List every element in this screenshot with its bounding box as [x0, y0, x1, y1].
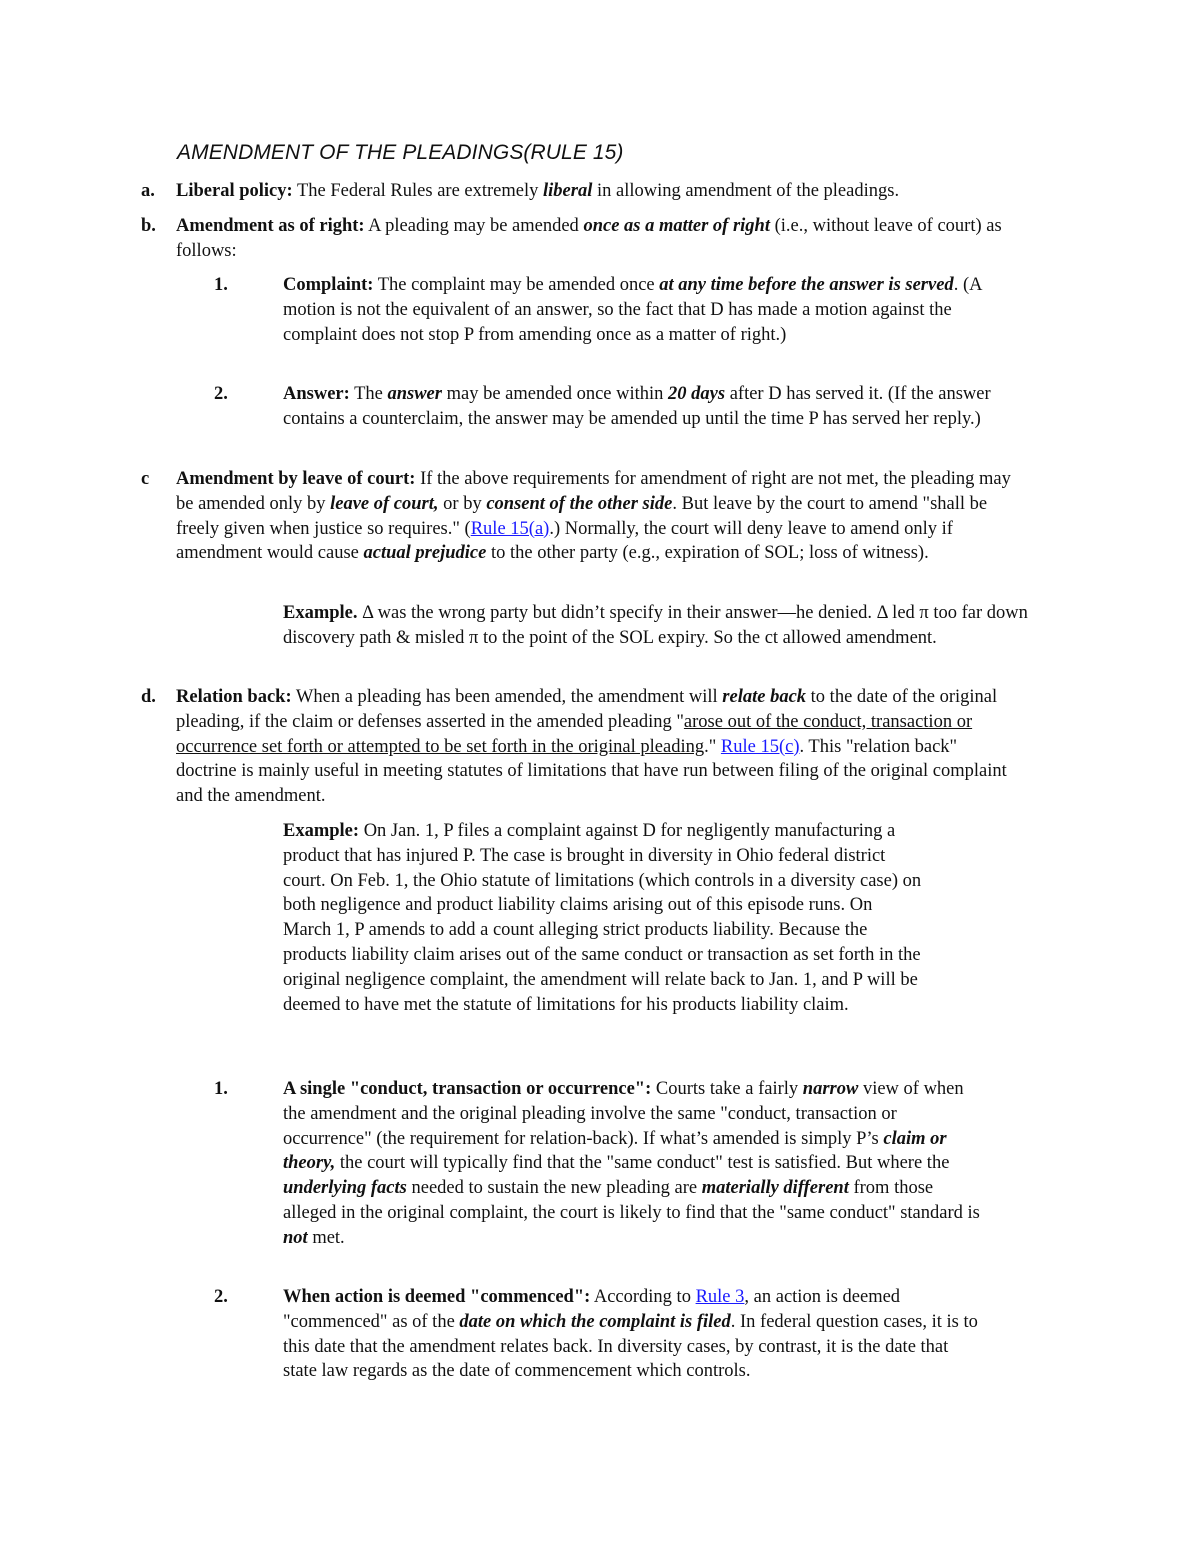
item-d1-text: needed to sustain the new pleading are: [406, 1178, 702, 1199]
item-d-text: to the date of the original pleading, if the claim or defenses asserted in the amended pleading ": [176, 687, 998, 732]
item-d1-text: the court will typically find that the "same conduct" test is satisfied. But where the: [335, 1153, 950, 1174]
item-b-text: (i.e., without leave of court) as follows:: [176, 216, 1002, 261]
item-d-marker: d.: [141, 687, 156, 707]
rule-15c-link[interactable]: Rule 15(c): [720, 736, 800, 757]
item-b-lead: Amendment as of right:: [176, 216, 365, 236]
item-d2-marker: 2.: [214, 1287, 228, 1307]
item-d2-text: , an action is deemed "commenced" as of the: [283, 1287, 901, 1332]
item-c-text: . But leave by the court to amend "shall be freely given when justice so requires." (: [176, 493, 988, 539]
item-d-text: . This "relation back" doctrine is mainly useful in meeting statutes of limitations that have run between filing of the original complaint and the amendment.: [176, 736, 1007, 807]
item-b1-paragraph: [283, 273, 993, 347]
item-d1-text: view of when the amendment and the original pleading involve the same "conduct, transaction or occurrence" (the requirement for relation-back). If what’s amended is simply P’s: [283, 1079, 964, 1149]
item-a-marker: a.: [141, 181, 155, 201]
item-d1-lead: A single "conduct, transaction or occurrence":: [283, 1079, 652, 1099]
item-b-text: A pleading may be amended: [364, 216, 584, 236]
item-d-quote: arose out of the conduct, transaction or occurrence set forth or attempted to be set forth in the original pleading: [176, 711, 973, 757]
item-c-emphasis: actual prejudice: [363, 543, 487, 564]
item-b-marker: b.: [141, 216, 156, 236]
item-d2-emphasis: date on which the complaint is filed: [459, 1311, 731, 1332]
item-d2-text: According to: [590, 1287, 696, 1307]
item-b2-paragraph: [283, 382, 993, 432]
item-b2-marker: 2.: [214, 384, 228, 404]
item-c-text: or by: [438, 493, 487, 514]
item-d-text: .": [704, 736, 721, 757]
item-d1-text: from those alleged in the original complaint, the court is likely to find that the "same conduct" standard is: [283, 1178, 980, 1223]
item-d-text: When a pleading has been amended, the amendment will: [291, 687, 723, 707]
item-a-text: in allowing amendment of the pleadings.: [592, 181, 900, 201]
item-d1-marker: 1.: [214, 1079, 228, 1099]
item-b2-lead: Answer:: [283, 384, 350, 404]
item-c-paragraph: [176, 467, 1028, 566]
item-d-example: [283, 819, 923, 1017]
rule-3-link[interactable]: Rule 3: [695, 1287, 745, 1307]
item-d-lead: Relation back:: [176, 687, 292, 707]
page-title: AMENDMENT OF THE PLEADINGS(RULE 15): [177, 141, 624, 164]
item-d1-emphasis: claim or theory,: [283, 1128, 947, 1174]
item-d-paragraph: [176, 685, 1016, 809]
item-d1-emphasis: materially different: [701, 1178, 849, 1199]
item-b2-text: The: [349, 384, 388, 404]
item-b-emphasis: once as a matter of right: [583, 216, 770, 236]
item-b2-text: after D has served it. (If the answer contains a counterclaim, the answer may be amended up until the time P has served her reply.): [283, 384, 991, 429]
item-a-text: The Federal Rules are extremely: [292, 181, 543, 201]
item-d2-lead: When action is deemed "commenced":: [283, 1287, 591, 1307]
item-c-text: to the other party (e.g., expiration of SOL; loss of witness).: [486, 543, 929, 564]
item-d2-paragraph: [283, 1285, 983, 1384]
item-d1-paragraph: [283, 1077, 983, 1251]
item-b1-marker: 1.: [214, 275, 228, 295]
item-b1-text: . (A motion is not the equivalent of an answer, so the fact that D has made a motion against the complaint does not stop P from amending once as a matter of right.): [283, 275, 982, 345]
item-c-emphasis: consent of the other side: [486, 493, 673, 514]
item-c-emphasis: leave of court,: [330, 493, 439, 514]
item-c-text: If the above requirements for amendment of right are not met, the pleading may be amended only by: [176, 469, 1011, 514]
item-c-example: [283, 601, 1028, 651]
item-c-marker: c: [141, 469, 150, 489]
item-b1-text: The complaint may be amended once: [373, 275, 660, 295]
item-b2-text: may be amended once within: [441, 384, 669, 404]
item-d2-text: . In federal question cases, it is to this date that the amendment relates back. In diversity cases, by contrast, it is the date that state law regards as the date of commencement which controls.: [283, 1311, 978, 1382]
item-a-emphasis: liberal: [543, 181, 593, 201]
item-a-lead: Liberal policy:: [176, 181, 293, 201]
item-c-lead: Amendment by leave of court:: [176, 469, 416, 489]
example-text: On Jan. 1, P files a complaint against D for negligently manufacturing a product that has injured P. The case is brought in diversity in Ohio federal district court. On Feb. 1, the Ohio statute of limitations (which controls in a diversity case) on both negligence and product liability claims arising out of this episode runs. On March 1, P amends to add a count alleging strict products liability. Because the products liability claim arises out of the same conduct or transaction as set forth in the original negligence complaint, the amendment will relate back to Jan. 1, and P will be deemed to have met the statute of limitations for his products liability claim.: [283, 821, 922, 1015]
example-lead: Example:: [283, 821, 360, 841]
item-b2-emphasis: 20 days: [668, 384, 726, 404]
item-d1-emphasis: underlying facts: [283, 1178, 407, 1199]
item-b1-lead: Complaint:: [283, 275, 374, 295]
item-b-paragraph: [176, 214, 1006, 264]
item-d1-emphasis: narrow: [802, 1079, 859, 1099]
item-b1-emphasis: at any time before the answer is served: [659, 275, 954, 295]
item-d1-text: Courts take a fairly: [651, 1079, 803, 1099]
item-b2-emphasis: answer: [387, 384, 442, 404]
item-d1-text: met.: [307, 1227, 345, 1248]
item-d-emphasis: relate back: [722, 687, 807, 707]
example-text: Δ was the wrong party but didn’t specify in their answer—he denied. Δ led π too far down discovery path & misled π to the point of the SOL expiry. So the ct allowed amendment.: [283, 603, 1028, 648]
item-c-text: .) Normally, the court will deny leave to amend only if amendment would cause: [176, 518, 953, 564]
item-d1-emphasis: not: [283, 1227, 308, 1248]
item-a-paragraph: [176, 179, 1056, 204]
example-lead: Example.: [283, 603, 358, 623]
rule-15a-link[interactable]: Rule 15(a): [470, 518, 550, 539]
